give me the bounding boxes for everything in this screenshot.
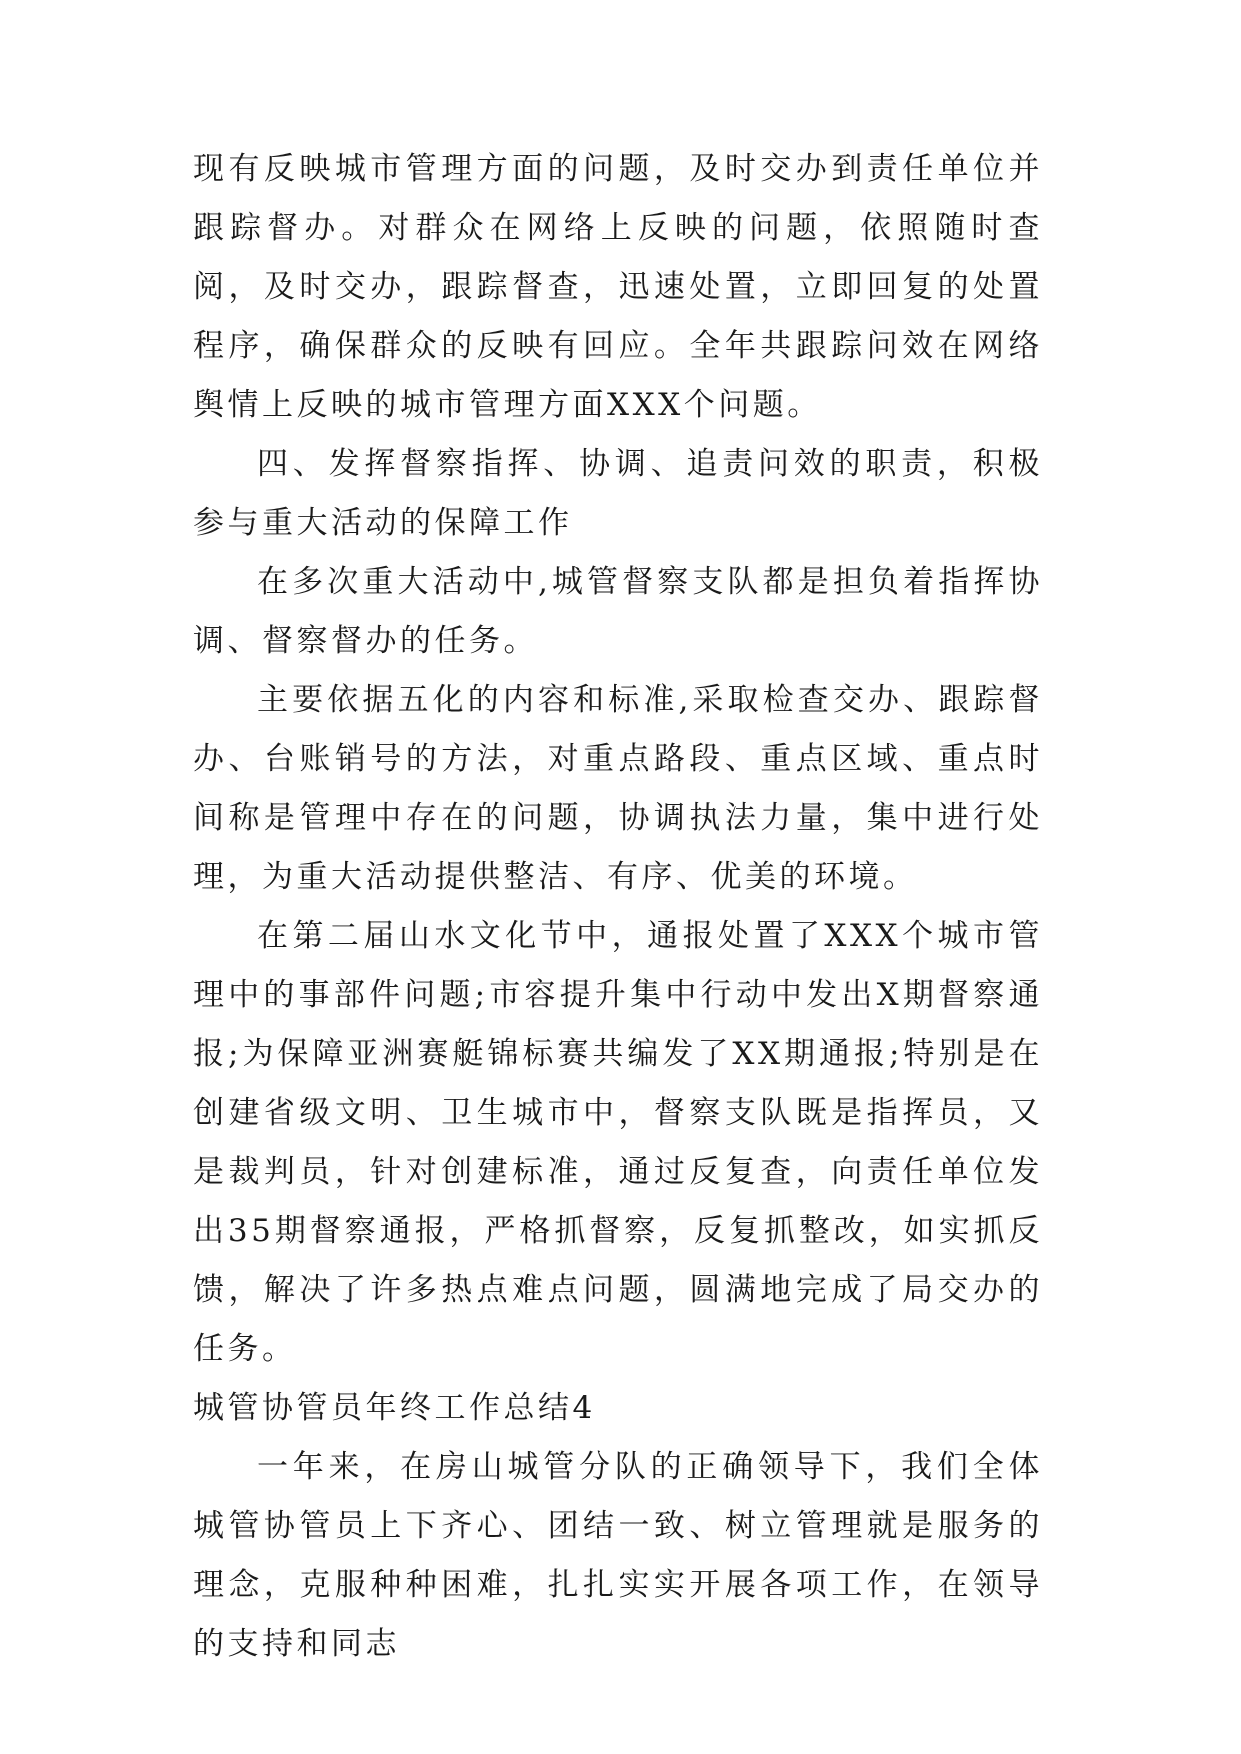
section-title: 城管协管员年终工作总结4 bbox=[193, 1390, 596, 1426]
paragraph-major-activities: 在多次重大活动中,城管督察支队都是担负着指挥协调、督察督办的任务。 bbox=[193, 564, 1043, 659]
document-body bbox=[193, 140, 1043, 1674]
paragraph-methods: 主要依据五化的内容和标准,采取检查交办、跟踪督办、台账销号的方法，对重点路段、重点区域、重点时间称是管理中存在的问题，协调执法力量，集中进行处理，为重大活动提供整洁、有序、优美的环境。 bbox=[193, 682, 1043, 895]
paragraph-year-summary: 一年来，在房山城管分队的正确领导下，我们全体城管协管员上下齐心、团结一致、树立管理就是服务的理念，克服种种困难，扎扎实实开展各项工作，在领导的支持和同志 bbox=[193, 1449, 1043, 1662]
paragraph-section-four-heading: 四、发挥督察指挥、协调、追责问效的职责，积极参与重大活动的保障工作 bbox=[193, 446, 1043, 541]
paragraph-culture-festival: 在第二届山水文化节中，通报处置了XXX个城市管理中的事部件问题;市容提升集中行动中发出X期督察通报;为保障亚洲赛艇锦标赛共编发了XX期通报;特别是在创建省级文明、卫生城市中，督察支队既是指挥员，又是裁判员，针对创建标准，通过反复查，向责任单位发出35期督察通报，严格抓督察，反复抓整改，如实抓反馈，解决了许多热点难点问题，圆满地完成了局交办的任务。 bbox=[193, 918, 1043, 1367]
paragraph-continuation: 现有反映城市管理方面的问题，及时交办到责任单位并跟踪督办。对群众在网络上反映的问题，依照随时查阅，及时交办，跟踪督查，迅速处置，立即回复的处置程序，确保群众的反映有回应。全年共跟踪问效在网络舆情上反映的城市管理方面XXX个问题。 bbox=[193, 151, 1043, 423]
